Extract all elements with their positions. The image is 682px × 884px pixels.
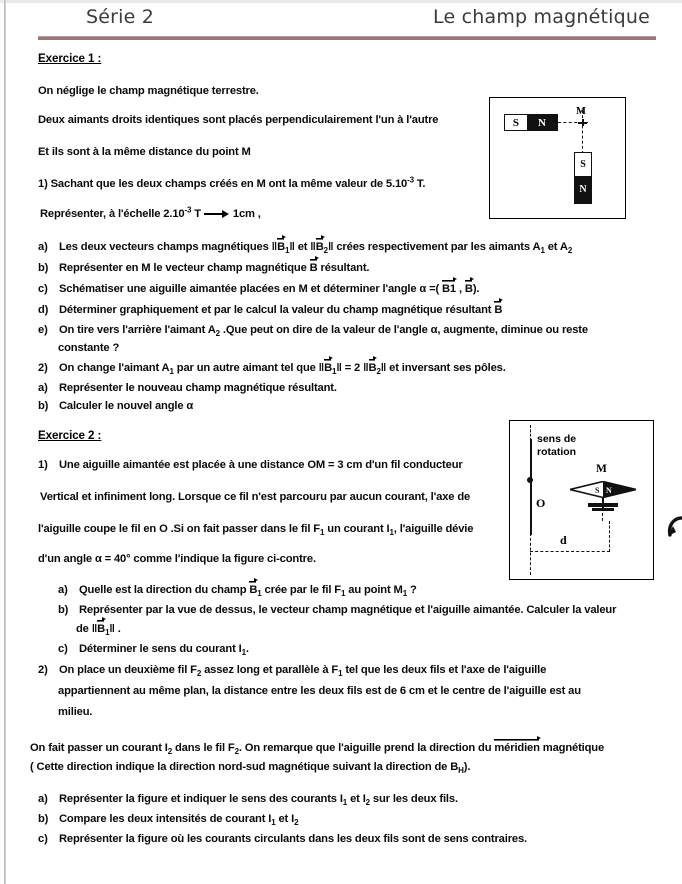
ex2-q1-line-2: Vertical et infiniment long. Lorsque ce fil n'est parcouru par aucun courant, l'axe de (40, 491, 471, 503)
figure-magnetic-needle (509, 420, 654, 580)
compass-needle-icon (570, 481, 636, 498)
ex1-scale-exponent: -3 (184, 205, 192, 215)
ex1-item-e (38, 324, 653, 338)
ex2-item-b (58, 604, 656, 618)
figure-two-magnets (489, 97, 626, 219)
ex2-final-item-c (38, 833, 653, 847)
rotation-direction-label (537, 433, 576, 459)
exercise-2-title: Exercice 2 : (38, 429, 102, 442)
wire-dashed-bottom (530, 533, 531, 575)
ex2-final-item-b (38, 813, 653, 827)
ex2-item-c (58, 643, 249, 657)
ex1-item-e-label: e) (38, 324, 48, 336)
ex2-item-b-cont: de $‖B_1‖$ . (76, 623, 121, 638)
ex1-item-a-label: a) (38, 241, 48, 253)
ex2-item-a-text: Quelle est la direction du champ $B_1$ crée par le fil $F_1$ au point $M_1$ ? (78, 584, 417, 599)
distance-dashed-horizontal (530, 551, 610, 552)
ex1-q1-text-a: Sachant que les deux champs créés en M ont la même valeur de 5.10 (50, 178, 408, 190)
horizontal-magnet (504, 114, 558, 131)
vertical-magnet (574, 152, 592, 204)
ex2-item-a (58, 583, 653, 598)
ex2-item-b-label: b) (58, 604, 69, 616)
ex1-item-d-label: d) (38, 304, 49, 316)
ex2-final-b-text: Compare les deux intensités de courant $I_1$ et $I_2$ (58, 813, 299, 828)
ex1-item-b-label: b) (38, 262, 49, 274)
needle-base-bar (588, 503, 618, 507)
ex1-item-c-text: Schématiser une aiguille aimantée placées en M et déterminer l'angle α =( B1 , B). (58, 283, 480, 295)
vertical-magnet-north-pole: N (575, 176, 591, 203)
ex1-intro-line-3: Et ils sont à la même distance du point M (38, 146, 251, 158)
rotation-label-line-2: rotation (537, 446, 577, 459)
ex1-item-d (38, 303, 653, 318)
ex2-item-c-label: c) (58, 643, 68, 655)
svg-text:S: S (595, 486, 600, 495)
exercise-1-title: Exercice 1 : (38, 52, 102, 65)
ex1-item-c-label: c) (38, 283, 48, 295)
ex1-item-b (38, 261, 653, 276)
ex2-item-c-text: Déterminer le sens du courant $I_1$. (78, 643, 249, 658)
ex1-q2a-text: Représenter le nouveau champ magnétique résultant. (58, 382, 337, 394)
ex2-q2-line-3: milieu. (58, 706, 93, 718)
point-o-label: O (536, 496, 546, 510)
ex1-intro-line-2: Deux aimants droits identiques sont placés perpendiculairement l'un à l'autre (38, 114, 439, 126)
rotation-label-line-1: sens de (537, 433, 577, 445)
ex1-q1-text-b: T. (413, 178, 426, 190)
point-m-label: M (576, 106, 586, 117)
ex2-question-2 (38, 664, 653, 678)
ex1-intro-line-1: On néglige le champ magnétique terrestre. (38, 85, 259, 97)
ex1-item-e-text: On tire vers l'arrière l'aimant $A_2$ .Que peut on dire de la valeur de l'angle α, augmente, diminue ou reste (58, 324, 588, 339)
ex1-scale-text-a: Représenter, à l'échelle 2.10 (40, 208, 185, 220)
ex1-item-e-cont: constante ? (58, 342, 120, 354)
header-serie-title: Série 2 (86, 6, 155, 28)
ex1-scale-line (40, 205, 261, 222)
ex2-q2-line-2: appartiennent au même plan, la distance entre les deux fils est de 6 cm et le centre de l'aiguille est au (58, 685, 581, 697)
horizontal-magnet-north-pole: N (527, 115, 557, 130)
ex1-q2-item-b (38, 400, 193, 414)
ex2-q1-line-1 (38, 459, 498, 473)
needle-stem-dashed (602, 513, 603, 521)
point-o-dot-icon (527, 477, 533, 483)
ex2-final-c-text: Représenter la figure où les courants circulants dans les deux fils sont de sens contraires. (58, 833, 528, 845)
ex2-q2-label: 2) (38, 664, 48, 676)
svg-text:N: N (606, 486, 612, 495)
vertical-magnet-south-pole: S (575, 153, 591, 176)
rotation-arrow-icon (666, 515, 682, 537)
ex1-q1-exponent: -3 (407, 175, 414, 185)
ex1-item-c (38, 282, 653, 297)
ex1-scale-text-b: T (191, 208, 201, 220)
scan-edge-top (0, 0, 682, 3)
ex1-item-a-pre: Les deux vecteurs champs magnétiques $‖B_1‖$ et $‖B_2‖$ crées respectivement par les aimants $A_1$ et $A_2$ (58, 241, 573, 256)
ex1-question-1 (38, 175, 426, 192)
ex1-item-d-text: Déterminer graphiquement et par le calcul la valeur du champ magnétique résultant B (58, 304, 503, 316)
ex1-question-2 (38, 361, 653, 376)
ex2-final-item-a (38, 793, 653, 807)
ex2-final-b-label: b) (38, 813, 49, 825)
ex2-item-b-text: Représenter par la vue de dessus, le vecteur champ magnétique et l'aiguille aimantée. Calculer la valeur (78, 604, 617, 616)
ex1-q2a-label: a) (38, 382, 48, 394)
ex2-q1-label: 1) (38, 459, 48, 471)
conducting-wire (530, 439, 532, 535)
ex2-q1-text-1: Une aiguille aimantée est placée à une distance OM = 3 cm d'un fil conducteur (58, 459, 463, 471)
distance-d-label: d (560, 533, 567, 547)
ex1-q2b-text: Calculer le nouvel angle α (58, 400, 194, 412)
ex2-item-a-label: a) (58, 584, 68, 596)
needle-base-bar-lower (592, 508, 614, 511)
ex1-scale-text-c: 1cm , (232, 208, 261, 220)
ex2-q1-line-3: l'aiguille coupe le fil en O .Si on fait passer dans le fil $F_1$ un courant $I_1$, l'aiguille dévie (38, 523, 474, 538)
ex1-q2-text: On change l'aimant $A_1$ par un autre aimant tel que $‖B_1‖ = 2$ $‖B_2‖$ et inversant ses pôles. (58, 362, 506, 377)
ex1-q2-item-a (38, 382, 337, 396)
header-separator-rule (38, 36, 656, 40)
document-header (38, 6, 656, 40)
ex2-final-a-text: Représenter la figure et indiquer le sens des courants $I_1$ et $I_2$ sur les deux fils. (58, 793, 458, 808)
compass-needle-group (570, 463, 638, 519)
ex1-item-a (38, 240, 653, 255)
ex1-q1-label: 1) (38, 178, 48, 190)
ex2-paragraph-line-2: ( Cette direction indique la direction nord-sud magnétique suivant la direction de $B_H$). (30, 761, 471, 776)
ex2-q1-line-4: d'un angle α = 40° comme l'indique la figure ci-contre. (38, 553, 316, 565)
ex1-q2b-label: b) (38, 400, 49, 412)
ex2-final-a-label: a) (38, 793, 48, 805)
horizontal-magnet-south-pole: S (505, 115, 527, 130)
point-m-crosshair-icon (578, 119, 587, 126)
header-subject-title: Le champ magnétique (433, 6, 650, 28)
right-arrow-icon (204, 210, 230, 218)
ex1-item-b-text: Représenter en M le vecteur champ magnétique B résultant. (58, 262, 370, 274)
scan-edge-left (4, 0, 6, 884)
ex2-q2-text-1: On place un deuxième fil $F_2$ assez long et parallèle à $F_1$ tel que les deux fils et l'axe de l'aiguille (58, 664, 547, 679)
ex1-q2-label: 2) (38, 362, 48, 374)
ex2-paragraph-line-1: On fait passer un courant $I_2$ dans le fil $F_2$. On remarque que l'aiguille prend la direction du méridien magnétique (30, 742, 605, 757)
ex2-final-c-label: c) (38, 833, 48, 845)
distance-dashed-vertical (609, 521, 610, 552)
point-m-label-figure2: M (596, 463, 607, 475)
